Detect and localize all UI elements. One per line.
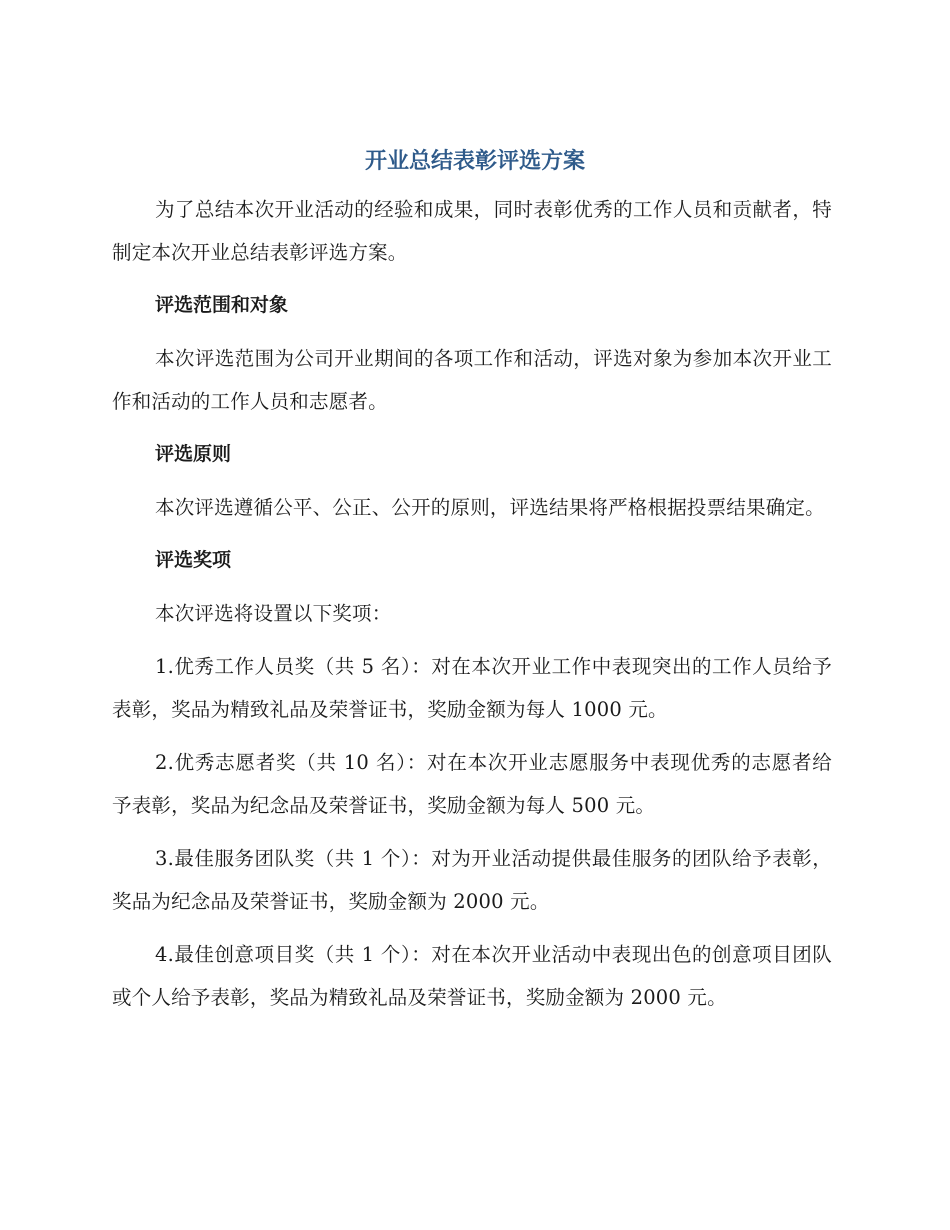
award-item-creative-project: 4.最佳创意项目奖（共 1 个）：对在本次开业活动中表现出色的创意项目团队或个人给予表彰，奖品为精致礼品及荣誉证书，奖励金额为 2000 元。 — [112, 943, 832, 1009]
award-item-staff: 1.优秀工作人员奖（共 5 名）：对在本次开业工作中表现突出的工作人员给予表彰，奖品为精致礼品及荣誉证书，奖励金额为每人 1000 元。 — [112, 655, 832, 721]
intro-paragraph: 为了总结本次开业活动的经验和成果，同时表彰优秀的工作人员和贡献者，特制定本次开业总结表彰评选方案。 — [112, 198, 832, 264]
award-item-service-team: 3.最佳服务团队奖（共 1 个）：对为开业活动提供最佳服务的团队给予表彰，奖品为纪念品及荣誉证书，奖励金额为 2000 元。 — [112, 847, 832, 913]
principles-paragraph: 本次评选遵循公平、公正、公开的原则，评选结果将严格根据投票结果确定。 — [155, 496, 825, 519]
awards-intro-paragraph: 本次评选将设置以下奖项： — [155, 602, 392, 625]
award-item-volunteer: 2.优秀志愿者奖（共 10 名）：对在本次开业志愿服务中表现优秀的志愿者给予表彰，奖品为纪念品及荣誉证书，奖励金额为每人 500 元。 — [112, 751, 832, 817]
section-heading-scope: 评选范围和对象 — [155, 294, 289, 316]
document-title: 开业总结表彰评选方案 — [364, 149, 585, 174]
document-body — [112, 188, 832, 1019]
scope-paragraph: 本次评选范围为公司开业期间的各项工作和活动，评选对象为参加本次开业工作和活动的工作人员和志愿者。 — [112, 347, 832, 413]
section-heading-awards: 评选奖项 — [155, 549, 232, 571]
section-heading-principles: 评选原则 — [155, 443, 232, 465]
